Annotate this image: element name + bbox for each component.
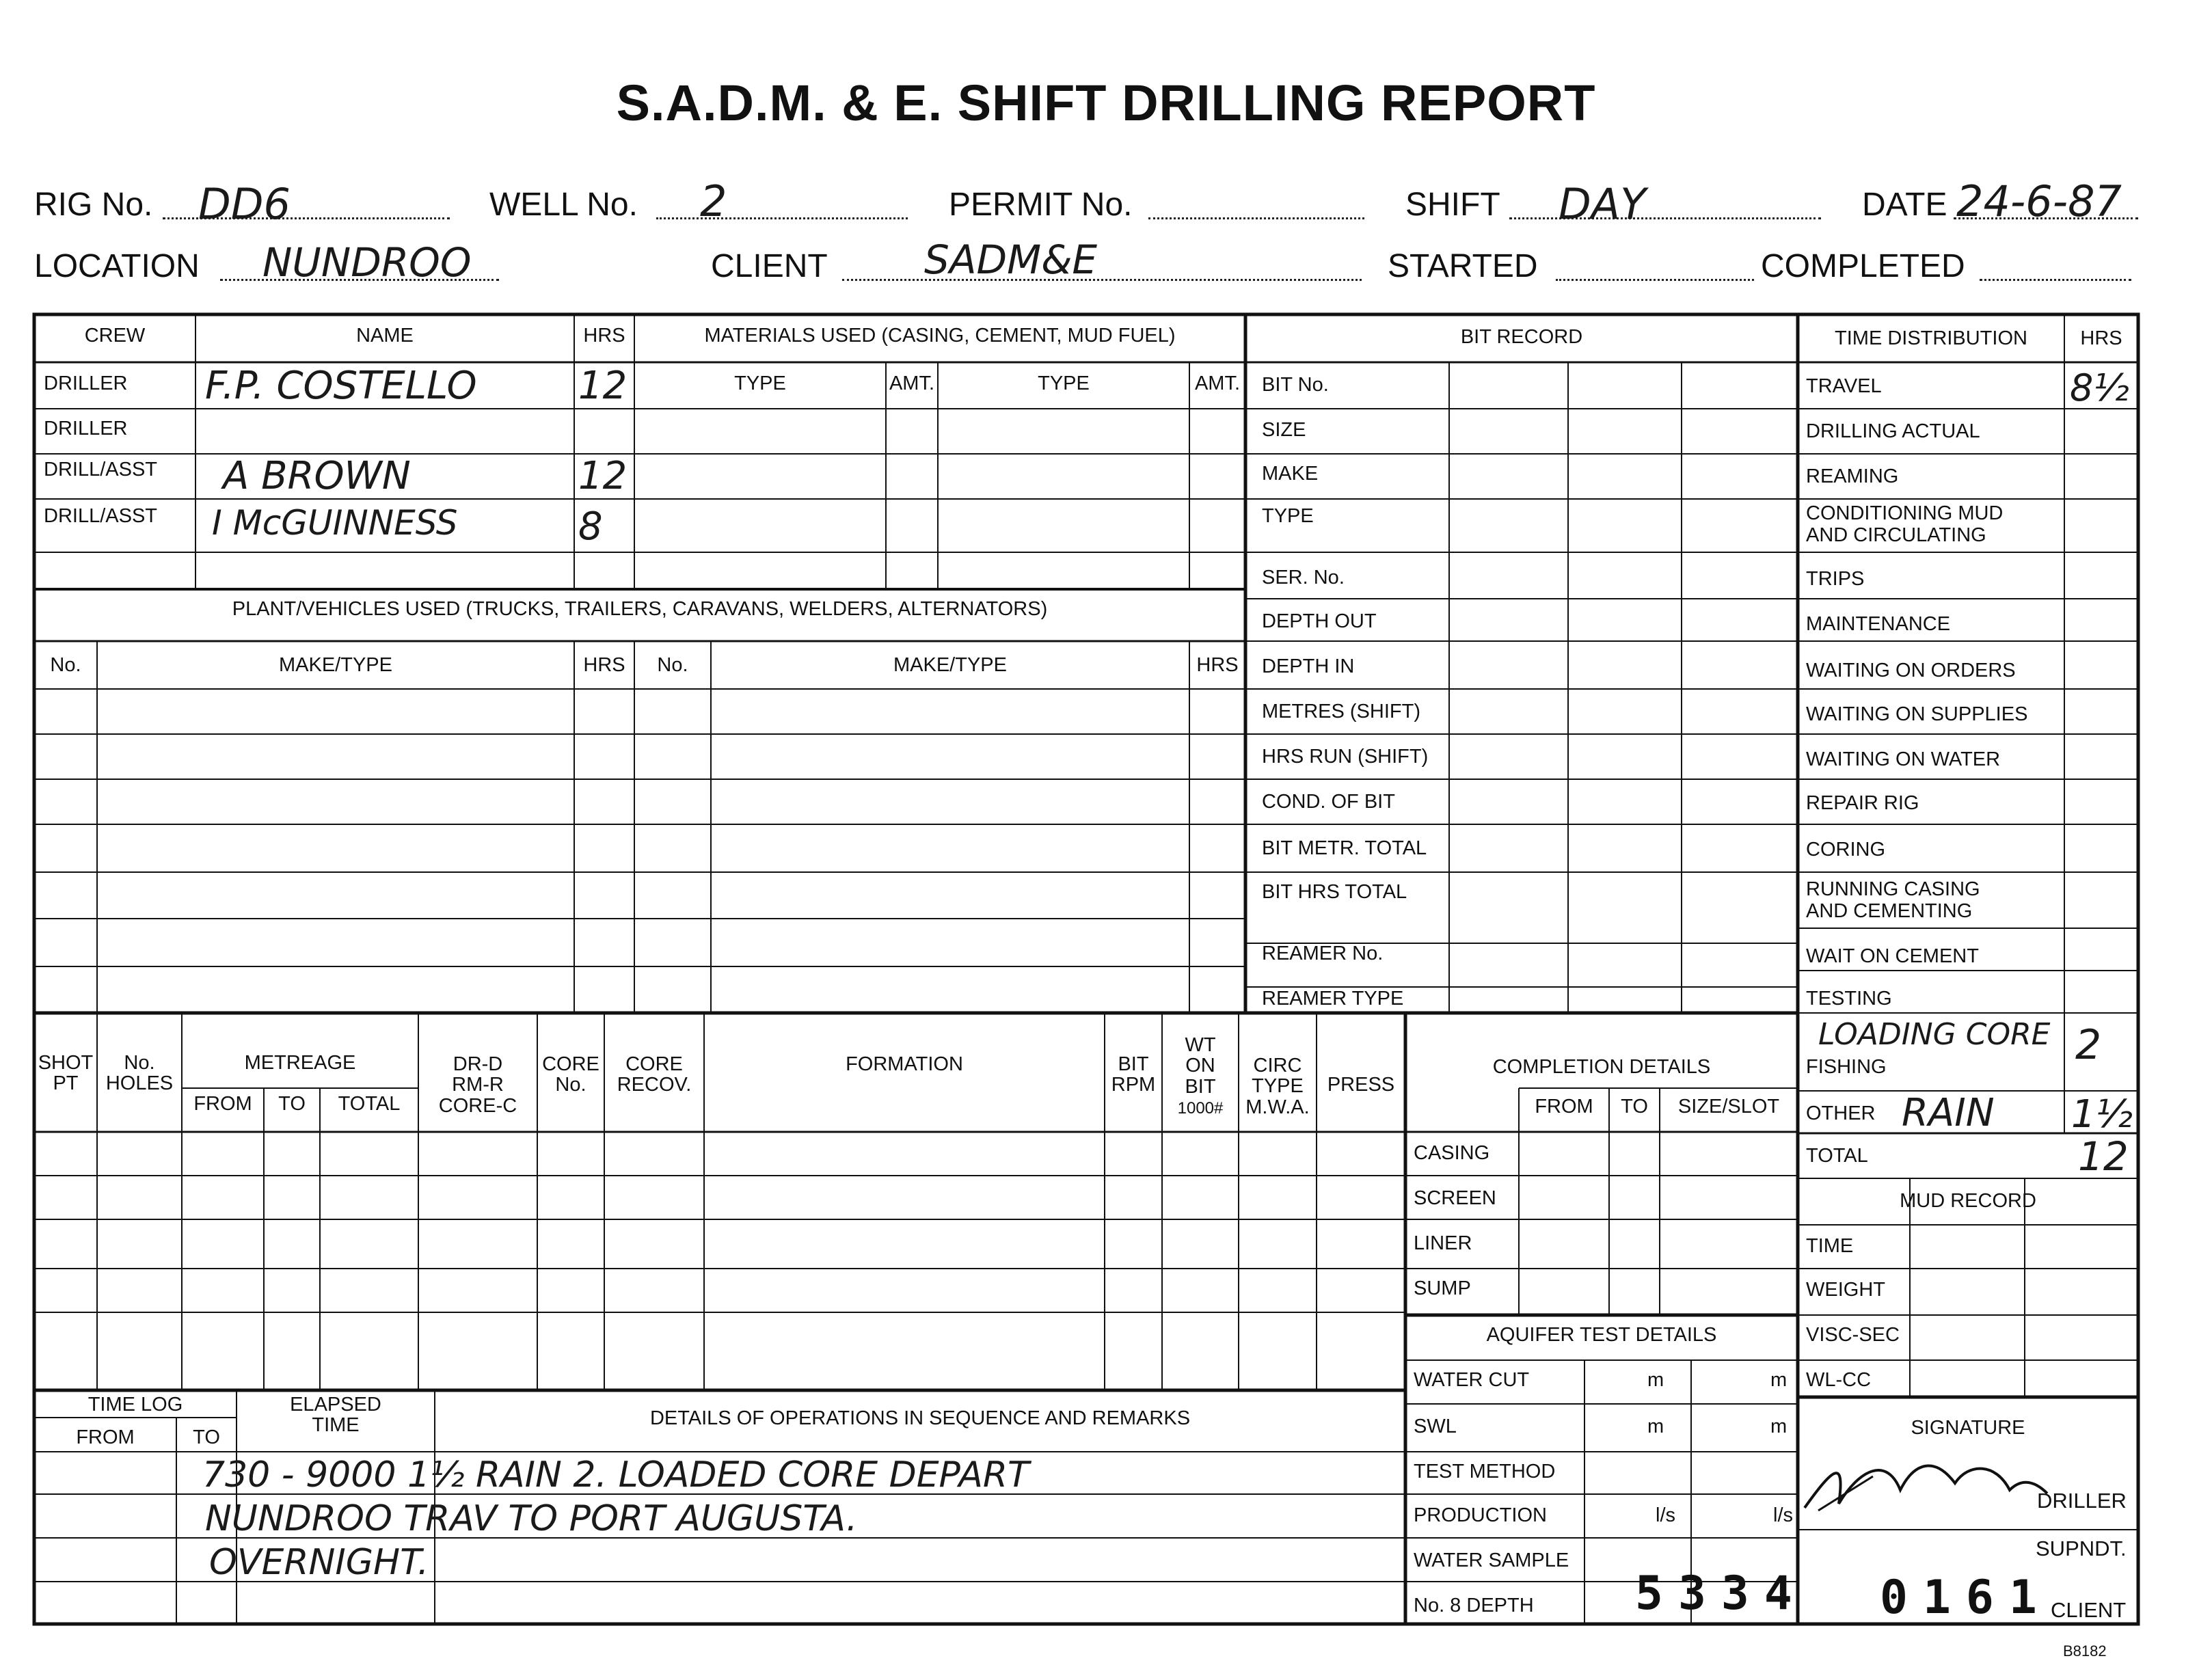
bit-row-label: BIT METR. TOTAL: [1262, 837, 1427, 859]
time-row-label: CONDITIONING MUD: [1806, 502, 2004, 524]
plant-header: PLANT/VEHICLES USED (TRUCKS, TRAILERS, CARAVANS, WELDERS, ALTERNATORS): [232, 598, 1048, 620]
plant-hrs-1: HRS: [583, 654, 625, 676]
time-row-label: TOTAL: [1806, 1145, 1868, 1167]
mud-row-label: WEIGHT: [1806, 1279, 1885, 1301]
bit-row-label: METRES (SHIFT): [1262, 701, 1420, 722]
metreage-total-header: TOTAL: [338, 1093, 401, 1115]
bit-row-label: DEPTH IN: [1262, 655, 1355, 677]
aquifer-row-label: PRODUCTION: [1414, 1504, 1547, 1526]
completion-row-label: SUMP: [1414, 1277, 1471, 1299]
time-row-label: CORING: [1806, 839, 1885, 861]
aquifer-row-label: No. 8 DEPTH: [1414, 1595, 1534, 1616]
time-row-label: TESTING: [1806, 988, 1892, 1010]
serial-number: 5334: [1635, 1567, 1807, 1621]
aquifer-unit: m: [1770, 1416, 1788, 1437]
bit-row-label: BIT HRS TOTAL: [1262, 881, 1407, 903]
time-row-label: FISHING: [1806, 1056, 1887, 1078]
time-total-value: 12: [2078, 1133, 2129, 1180]
aquifer-unit: m: [1647, 1416, 1664, 1437]
time-row-value: 1½: [2071, 1092, 2133, 1137]
time-row-value: 2: [2075, 1021, 2102, 1069]
well-value: 2: [700, 176, 727, 226]
aquifer-row-label: TEST METHOD: [1414, 1461, 1556, 1483]
time-log-to-header: TO: [193, 1426, 220, 1448]
materials-type-2: TYPE: [1038, 373, 1090, 394]
driller-label: DRILLER: [2037, 1489, 2127, 1513]
bit-row-label: TYPE: [1262, 505, 1314, 527]
name-col-header: NAME: [356, 325, 414, 347]
time-row-value: 8½: [2070, 366, 2129, 409]
fishing-note: LOADING CORE: [1818, 1017, 2051, 1052]
rig-label: RIG No.: [34, 187, 153, 223]
crew-name: F.P. COSTELLO: [205, 364, 477, 408]
elapsed-time-header: ELAPSED TIME: [290, 1394, 381, 1437]
crew-hrs: 8: [578, 504, 603, 549]
completion-row-label: CASING: [1414, 1142, 1490, 1164]
bit-record-header: BIT RECORD: [1460, 326, 1583, 348]
time-row-label: DRILLING ACTUAL: [1806, 420, 1980, 442]
plant-make-1: MAKE/TYPE: [279, 654, 392, 676]
time-row-label: REAMING: [1806, 465, 1899, 487]
crew-name: I McGUINNESS: [212, 503, 458, 543]
mud-row-label: WL-CC: [1806, 1369, 1872, 1391]
mud-record-header: MUD RECORD: [1900, 1190, 2036, 1212]
bit-row-label: DEPTH OUT: [1262, 610, 1377, 632]
completion-size-header: SIZE/SLOT: [1677, 1096, 1780, 1118]
time-row-label: MAINTENANCE: [1806, 613, 1951, 635]
completion-header: COMPLETION DETAILS: [1492, 1056, 1711, 1078]
crew-hrs: 12: [578, 454, 628, 498]
no-holes-header: No. HOLES: [105, 1052, 174, 1095]
time-row-label: WAITING ON ORDERS: [1806, 660, 2016, 681]
mud-row-label: TIME: [1806, 1235, 1854, 1257]
time-row-label: WAITING ON WATER: [1806, 748, 2001, 770]
rig-value: DD6: [198, 179, 291, 229]
page-title: S.A.D.M. & E. SHIFT DRILLING REPORT: [616, 75, 1596, 131]
crew-role: DRILL/ASST: [44, 459, 157, 480]
aquifer-unit: l/s: [1656, 1504, 1675, 1526]
plant-no-2: No.: [657, 654, 688, 676]
started-label: STARTED: [1388, 248, 1538, 284]
core-no-header: CORE No.: [542, 1053, 599, 1096]
aquifer-header: AQUIFER TEST DETAILS: [1486, 1324, 1717, 1346]
time-row-label: RUNNING CASING: [1806, 878, 1980, 900]
materials-amt-2: AMT.: [1194, 373, 1241, 394]
aquifer-row-label: WATER SAMPLE: [1414, 1549, 1569, 1571]
time-dist-header: TIME DISTRIBUTION: [1835, 327, 2027, 349]
time-row-label-2: AND CEMENTING: [1806, 900, 1973, 922]
location-label: LOCATION: [34, 248, 200, 284]
crew-name: A BROWN: [223, 454, 411, 498]
shot-pt-header: SHOT PT: [38, 1052, 94, 1095]
time-row-label: TRAVEL: [1806, 375, 1882, 397]
client-value: SADM&E: [924, 236, 1098, 283]
crew-role: DRILLER: [44, 373, 128, 394]
operations-line: OVERNIGHT.: [209, 1542, 429, 1583]
circ-type-header: CIRC TYPE M.W.A.: [1245, 1055, 1310, 1118]
bit-row-label: BIT No.: [1262, 374, 1329, 396]
time-dist-hrs-header: HRS: [2080, 327, 2122, 349]
operations-line: 730 - 9000 1½ RAIN 2. LOADED CORE DEPART: [202, 1454, 1029, 1495]
time-row-label: WAITING ON SUPPLIES: [1806, 703, 2028, 725]
aquifer-unit: l/s: [1773, 1504, 1793, 1526]
form-code: B8182: [2063, 1642, 2107, 1660]
time-row-label: REPAIR RIG: [1806, 792, 1919, 814]
completion-to-header: TO: [1621, 1096, 1648, 1118]
bit-row-label: HRS RUN (SHIFT): [1262, 746, 1429, 768]
plant-make-2: MAKE/TYPE: [893, 654, 1007, 676]
operations-line: NUNDROO TRAV TO PORT AUGUSTA.: [205, 1498, 858, 1539]
completion-from-header: FROM: [1535, 1096, 1593, 1118]
completion-row-label: SCREEN: [1414, 1187, 1496, 1209]
core-recov-header: CORE RECOV.: [617, 1053, 692, 1096]
date-value: 24-6-87: [1956, 176, 2122, 226]
press-header: PRESS: [1327, 1074, 1395, 1096]
signature-number: 0161: [1880, 1571, 2052, 1625]
bit-row-label: COND. OF BIT: [1262, 791, 1395, 813]
bit-row-label: MAKE: [1262, 463, 1319, 485]
bit-row-label: SER. No.: [1262, 567, 1345, 588]
completed-label: COMPLETED: [1761, 248, 1965, 284]
time-row-label: TRIPS: [1806, 568, 1865, 590]
signature-header: SIGNATURE: [1911, 1417, 2025, 1439]
completion-row-label: LINER: [1414, 1232, 1472, 1254]
client-signature-label: CLIENT: [2051, 1598, 2127, 1622]
shift-label: SHIFT: [1405, 187, 1500, 223]
plant-no-1: No.: [50, 654, 81, 676]
bit-row-label: REAMER No.: [1262, 943, 1384, 964]
aquifer-row-label: SWL: [1414, 1416, 1457, 1437]
metreage-to-header: TO: [278, 1093, 306, 1115]
crew-role: DRILL/ASST: [44, 505, 157, 527]
shift-value: DAY: [1559, 179, 1647, 229]
aquifer-unit: m: [1770, 1369, 1788, 1391]
formation-header: FORMATION: [846, 1053, 963, 1075]
time-row-label-2: AND CIRCULATING: [1806, 524, 1986, 546]
bit-rpm-header: BIT RPM: [1111, 1053, 1156, 1096]
crew-role: DRILLER: [44, 418, 128, 439]
time-log-header: TIME LOG: [87, 1394, 183, 1416]
aquifer-row-label: WATER CUT: [1414, 1369, 1530, 1391]
supndt-label: SUPNDT.: [2036, 1537, 2127, 1560]
permit-label: PERMIT No.: [949, 187, 1133, 223]
metreage-from-header: FROM: [193, 1093, 252, 1115]
materials-type-1: TYPE: [734, 373, 786, 394]
wt-on-bit-header: WT ON BIT 1000#: [1177, 1034, 1224, 1118]
plant-hrs-2: HRS: [1196, 654, 1239, 676]
mud-row-label: VISC-SEC: [1806, 1324, 1900, 1346]
crew-hrs: 12: [578, 364, 628, 408]
location-value: NUNDROO: [262, 239, 472, 286]
well-label: WELL No.: [489, 187, 638, 223]
time-log-from-header: FROM: [76, 1426, 135, 1448]
details-header: DETAILS OF OPERATIONS IN SEQUENCE AND REMARKS: [649, 1407, 1191, 1429]
drd-header: DR-D RM-R CORE-C: [438, 1053, 517, 1117]
aquifer-unit: m: [1647, 1369, 1664, 1391]
other-note: RAIN: [1902, 1091, 1995, 1135]
date-label: DATE: [1862, 187, 1947, 223]
time-row-label: OTHER: [1806, 1102, 1876, 1124]
client-label: CLIENT: [711, 248, 828, 284]
hrs-col-header: HRS: [583, 325, 625, 347]
materials-header: MATERIALS USED (CASING, CEMENT, MUD FUEL): [704, 325, 1176, 347]
bit-row-label: SIZE: [1262, 419, 1306, 441]
crew-col-header: CREW: [84, 325, 146, 347]
time-row-label: WAIT ON CEMENT: [1806, 945, 1979, 967]
materials-amt-1: AMT.: [889, 373, 935, 394]
bit-row-label: REAMER TYPE: [1262, 988, 1404, 1010]
metreage-header: METREAGE: [244, 1052, 356, 1074]
